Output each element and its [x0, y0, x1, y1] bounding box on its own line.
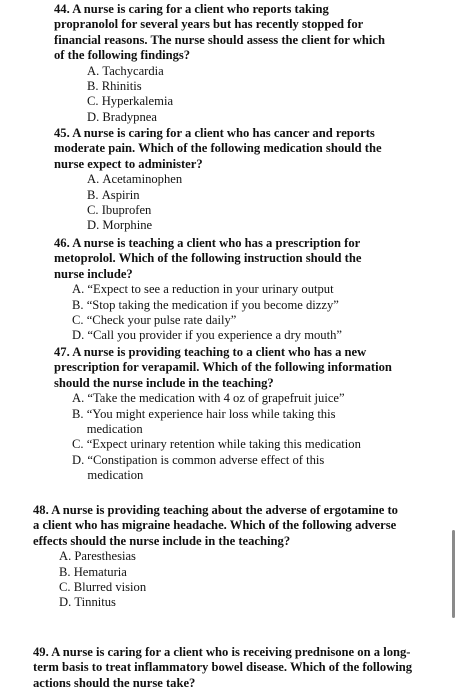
option-letter: A.	[87, 63, 103, 78]
option-letter: C.	[59, 580, 74, 595]
option-letter: B.	[72, 297, 87, 312]
option-a[interactable]	[72, 282, 394, 297]
option-text: Hyperkalemia	[101, 94, 174, 109]
option-a[interactable]	[87, 172, 400, 187]
option-text: “Call you provider if you experience a dry mouth”	[87, 328, 342, 343]
option-letter: B.	[72, 406, 87, 421]
option-c[interactable]	[72, 437, 372, 452]
option-d[interactable]	[72, 328, 394, 343]
option-letter: D.	[72, 328, 88, 343]
option-letter: C.	[87, 94, 102, 109]
question-stem: 44. A nurse is caring for a client who reports taking propranolol for several years but has recently stopped for financial reasons. The nurse should assess the client for which of the following findings?	[54, 2, 385, 63]
option-text: Acetaminophen	[102, 172, 183, 187]
option-letter: C.	[72, 313, 87, 328]
option-d[interactable]	[59, 595, 405, 610]
options-list	[33, 549, 405, 611]
option-letter: A.	[72, 282, 88, 297]
option-text: Tinnitus	[74, 595, 116, 610]
option-letter: D.	[72, 452, 88, 467]
option-text: “Stop taking the medication if you become dizzy”	[86, 297, 339, 312]
option-text: Aspirin	[101, 187, 140, 202]
question-stem: 49. A nurse is caring for a client who is receiving prednisone on a long-term basis to treat inflammatory bowel disease. Which of the following actions should the nurse take?	[33, 645, 413, 690]
option-b[interactable]	[87, 79, 390, 94]
question-stem: 47. A nurse is providing teaching to a client who has a new prescription for verapamil. Which of the following information should the nurse include in the teaching?	[54, 345, 392, 390]
option-text: Rhinitis	[101, 79, 142, 94]
question-45	[54, 126, 400, 234]
option-letter: C.	[72, 437, 87, 452]
option-text: Bradypnea	[102, 109, 157, 124]
question-46	[54, 236, 394, 344]
options-list	[54, 172, 400, 234]
option-b[interactable]	[72, 407, 372, 438]
option-text: “Expect urinary retention while taking this medication	[86, 437, 361, 452]
option-a[interactable]	[59, 549, 405, 564]
option-letter: A.	[87, 172, 103, 187]
option-letter: B.	[59, 564, 74, 579]
option-text: Tachycardia	[102, 63, 164, 78]
option-d[interactable]	[87, 110, 390, 125]
option-c[interactable]	[72, 313, 394, 328]
option-letter: D.	[87, 218, 103, 233]
option-letter: D.	[87, 109, 103, 124]
option-d[interactable]	[72, 453, 372, 484]
option-b[interactable]	[87, 188, 400, 203]
option-text: “Expect to see a reduction in your urinary output	[87, 282, 334, 297]
option-b[interactable]	[72, 298, 394, 313]
option-text: “Take the medication with 4 oz of grapefruit juice”	[87, 391, 345, 406]
options-list	[54, 282, 394, 344]
option-letter: A.	[59, 549, 75, 564]
options-list	[54, 391, 372, 483]
option-c[interactable]	[87, 94, 390, 109]
option-letter: D.	[59, 595, 75, 610]
option-letter: C.	[87, 203, 102, 218]
option-text: Hematuria	[73, 564, 127, 579]
question-49	[33, 645, 413, 691]
option-d[interactable]	[87, 218, 400, 233]
option-text: “You might experience hair loss while taking this medication	[86, 406, 336, 437]
question-stem: 45. A nurse is caring for a client who has cancer and reports moderate pain. Which of the following medication should the nurse expect to administer?	[54, 126, 382, 171]
question-48	[33, 503, 405, 611]
question-44	[54, 2, 390, 125]
question-stem: 48. A nurse is providing teaching about the adverse of ergotamine to a client who has migraine headache. Which of the following adverse effects should the nurse include in the teaching?	[33, 503, 398, 548]
option-letter: B.	[87, 79, 102, 94]
option-text: “Constipation is common adverse effect of this medication	[87, 452, 325, 483]
option-text: Blurred vision	[73, 580, 147, 595]
option-letter: A.	[72, 391, 88, 406]
options-list	[54, 64, 390, 126]
option-text: Ibuprofen	[101, 203, 152, 218]
option-text: “Check your pulse rate daily”	[86, 313, 237, 328]
option-b[interactable]	[59, 565, 405, 580]
option-text: Paresthesias	[74, 549, 136, 564]
option-c[interactable]	[59, 580, 405, 595]
scrollbar-thumb[interactable]	[452, 530, 455, 618]
option-a[interactable]	[72, 391, 372, 406]
option-c[interactable]	[87, 203, 400, 218]
question-47	[54, 345, 394, 484]
option-a[interactable]	[87, 64, 390, 79]
question-stem: 46. A nurse is teaching a client who has a prescription for metoprolol. Which of the following instruction should the nurse include?	[54, 236, 362, 281]
option-text: Morphine	[102, 218, 153, 233]
option-letter: B.	[87, 187, 102, 202]
